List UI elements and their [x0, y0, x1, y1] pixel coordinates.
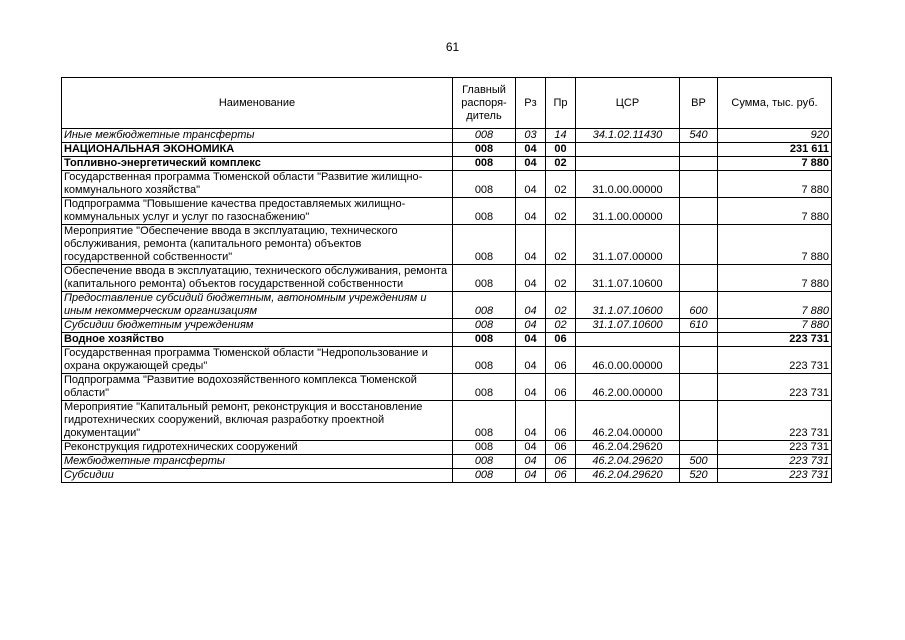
cell-sum: 7 880: [718, 198, 832, 225]
cell-vr: [680, 143, 718, 157]
cell-rz: 04: [516, 198, 546, 225]
cell-admin: 008: [453, 333, 516, 347]
cell-name: Государственная программа Тюменской области "Развитие жилищно-коммунального хозяйства": [62, 171, 453, 198]
cell-name: Предоставление субсидий бюджетным, автономным учреждениям и иным некоммерческим организациям: [62, 292, 453, 319]
cell-pr: 14: [546, 129, 576, 143]
table-row: [62, 225, 832, 265]
header-admin: Главный распоря-дитель: [453, 78, 516, 129]
cell-sum: 7 880: [718, 171, 832, 198]
cell-rz: 03: [516, 129, 546, 143]
cell-name: Мероприятие "Капитальный ремонт, реконструкция и восстановление гидротехнических сооружений, включая разработку проектной документации": [62, 401, 453, 441]
cell-rz: 04: [516, 401, 546, 441]
header-name: Наименование: [62, 78, 453, 129]
cell-pr: 06: [546, 333, 576, 347]
cell-csr: 46.2.04.29620: [576, 441, 680, 455]
cell-csr: 31.1.07.00000: [576, 225, 680, 265]
cell-pr: 06: [546, 469, 576, 483]
cell-admin: 008: [453, 374, 516, 401]
cell-csr: 31.1.07.10600: [576, 292, 680, 319]
cell-rz: 04: [516, 225, 546, 265]
cell-admin: 008: [453, 292, 516, 319]
cell-csr: [576, 143, 680, 157]
cell-sum: 7 880: [718, 292, 832, 319]
cell-vr: [680, 265, 718, 292]
cell-pr: 02: [546, 319, 576, 333]
cell-vr: [680, 347, 718, 374]
cell-sum: 223 731: [718, 401, 832, 441]
cell-vr: [680, 225, 718, 265]
cell-pr: 06: [546, 455, 576, 469]
cell-rz: 04: [516, 265, 546, 292]
cell-rz: 04: [516, 157, 546, 171]
header-pr: Пр: [546, 78, 576, 129]
cell-vr: [680, 157, 718, 171]
cell-rz: 04: [516, 292, 546, 319]
cell-admin: 008: [453, 143, 516, 157]
cell-rz: 04: [516, 319, 546, 333]
cell-vr: [680, 198, 718, 225]
header-rz: Рз: [516, 78, 546, 129]
cell-name: Иные межбюджетные трансферты: [62, 129, 453, 143]
cell-admin: 008: [453, 347, 516, 374]
table-row: [62, 171, 832, 198]
table-row: [62, 143, 832, 157]
cell-sum: 920: [718, 129, 832, 143]
cell-admin: 008: [453, 401, 516, 441]
header-vr: ВР: [680, 78, 718, 129]
table-row: [62, 333, 832, 347]
cell-name: Подпрограмма "Развитие водохозяйственного комплекса Тюменской области": [62, 374, 453, 401]
table-row: [62, 157, 832, 171]
cell-admin: 008: [453, 157, 516, 171]
table-row: [62, 347, 832, 374]
cell-sum: 223 731: [718, 333, 832, 347]
cell-rz: 04: [516, 374, 546, 401]
cell-pr: 06: [546, 441, 576, 455]
cell-sum: 7 880: [718, 265, 832, 292]
cell-admin: 008: [453, 265, 516, 292]
cell-pr: 06: [546, 401, 576, 441]
cell-sum: 223 731: [718, 374, 832, 401]
cell-csr: 46.0.00.00000: [576, 347, 680, 374]
table-row: [62, 374, 832, 401]
cell-csr: 34.1.02.11430: [576, 129, 680, 143]
cell-rz: 04: [516, 143, 546, 157]
cell-name: Государственная программа Тюменской области "Недропользование и охрана окружающей среды": [62, 347, 453, 374]
table-row: [62, 292, 832, 319]
cell-admin: 008: [453, 469, 516, 483]
cell-rz: 04: [516, 455, 546, 469]
cell-pr: 06: [546, 374, 576, 401]
cell-csr: [576, 157, 680, 171]
cell-pr: 02: [546, 265, 576, 292]
cell-name: Обеспечение ввода в эксплуатацию, технического обслуживания, ремонта (капитального ремонта) объектов государственной собственности: [62, 265, 453, 292]
cell-sum: 223 731: [718, 469, 832, 483]
cell-name: Реконструкция гидротехнических сооружений: [62, 441, 453, 455]
cell-pr: 02: [546, 292, 576, 319]
cell-name: Межбюджетные трансферты: [62, 455, 453, 469]
page-number: 61: [445, 40, 460, 54]
cell-admin: 008: [453, 319, 516, 333]
cell-rz: 04: [516, 441, 546, 455]
cell-pr: 00: [546, 143, 576, 157]
cell-admin: 008: [453, 441, 516, 455]
table-row: [62, 198, 832, 225]
cell-name: Субсидии: [62, 469, 453, 483]
cell-rz: 04: [516, 469, 546, 483]
table-row: [62, 441, 832, 455]
cell-csr: 46.2.04.29620: [576, 455, 680, 469]
cell-pr: 02: [546, 157, 576, 171]
cell-vr: 500: [680, 455, 718, 469]
cell-name: Подпрограмма "Повышение качества предоставляемых жилищно-коммунальных услуг и услуг по газоснабжению": [62, 198, 453, 225]
cell-sum: 7 880: [718, 319, 832, 333]
cell-name: Водное хозяйство: [62, 333, 453, 347]
cell-vr: 600: [680, 292, 718, 319]
table-row: [62, 129, 832, 143]
table-row: [62, 319, 832, 333]
cell-vr: [680, 441, 718, 455]
cell-csr: 46.2.04.00000: [576, 401, 680, 441]
cell-pr: 02: [546, 225, 576, 265]
header-csr: ЦСР: [576, 78, 680, 129]
budget-table: [61, 77, 832, 483]
cell-admin: 008: [453, 171, 516, 198]
cell-rz: 04: [516, 333, 546, 347]
cell-vr: 520: [680, 469, 718, 483]
table-row: [62, 455, 832, 469]
cell-rz: 04: [516, 171, 546, 198]
table-row: [62, 265, 832, 292]
cell-pr: 02: [546, 198, 576, 225]
cell-admin: 008: [453, 198, 516, 225]
cell-sum: 223 731: [718, 347, 832, 374]
table-row: [62, 401, 832, 441]
cell-vr: 610: [680, 319, 718, 333]
cell-admin: 008: [453, 225, 516, 265]
cell-sum: 7 880: [718, 225, 832, 265]
cell-sum: 7 880: [718, 157, 832, 171]
cell-csr: 31.0.00.00000: [576, 171, 680, 198]
cell-name: Мероприятие "Обеспечение ввода в эксплуатацию, технического обслуживания, ремонта (капитального ремонта) объектов государственной собственности": [62, 225, 453, 265]
cell-csr: 46.2.00.00000: [576, 374, 680, 401]
cell-vr: [680, 333, 718, 347]
cell-csr: 46.2.04.29620: [576, 469, 680, 483]
cell-name: Топливно-энергетический комплекс: [62, 157, 453, 171]
cell-vr: 540: [680, 129, 718, 143]
cell-csr: 31.1.07.10600: [576, 319, 680, 333]
cell-csr: 31.1.00.00000: [576, 198, 680, 225]
cell-vr: [680, 171, 718, 198]
cell-pr: 02: [546, 171, 576, 198]
cell-vr: [680, 374, 718, 401]
cell-vr: [680, 401, 718, 441]
cell-admin: 008: [453, 455, 516, 469]
cell-pr: 06: [546, 347, 576, 374]
cell-csr: 31.1.07.10600: [576, 265, 680, 292]
table-row: [62, 469, 832, 483]
cell-admin: 008: [453, 129, 516, 143]
cell-name: Субсидии бюджетным учреждениям: [62, 319, 453, 333]
header-sum: Сумма, тыс. руб.: [718, 78, 832, 129]
cell-csr: [576, 333, 680, 347]
table-header-row: [62, 78, 832, 129]
cell-name: НАЦИОНАЛЬНАЯ ЭКОНОМИКА: [62, 143, 453, 157]
cell-sum: 223 731: [718, 455, 832, 469]
cell-sum: 231 611: [718, 143, 832, 157]
cell-sum: 223 731: [718, 441, 832, 455]
cell-rz: 04: [516, 347, 546, 374]
